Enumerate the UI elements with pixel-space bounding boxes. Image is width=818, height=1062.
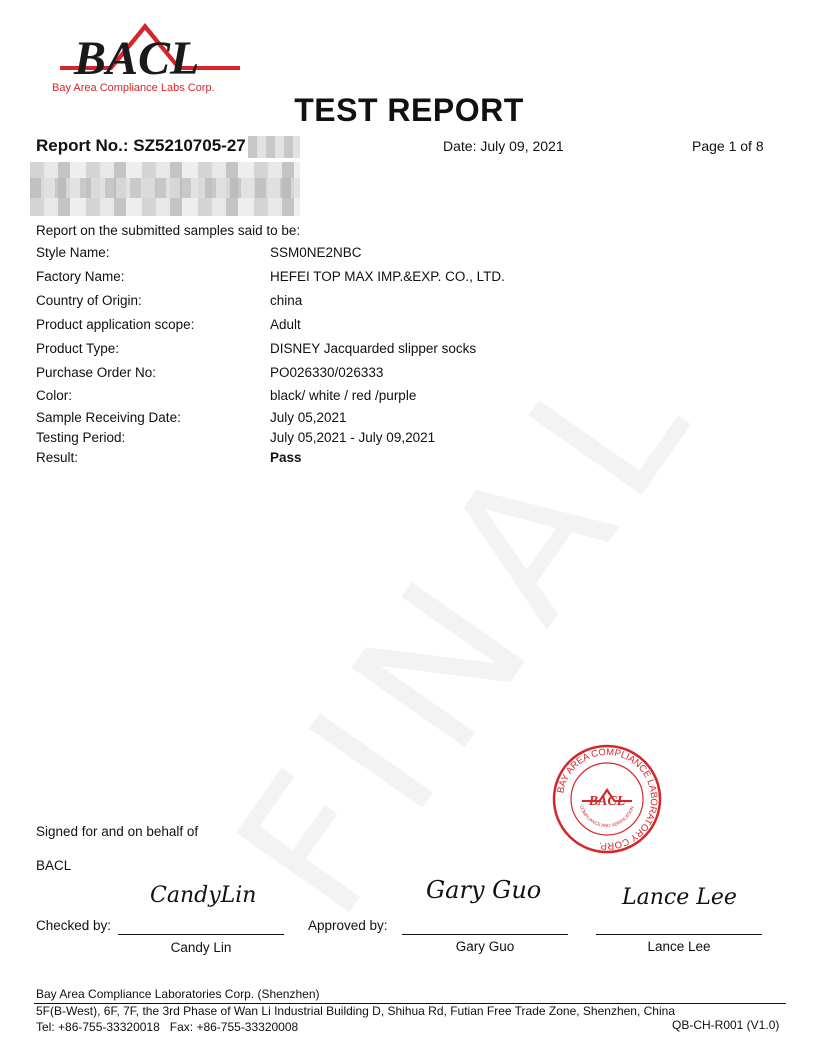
field-value: PO026330/026333	[270, 365, 384, 380]
result-value: Pass	[270, 450, 302, 465]
company-seal	[552, 744, 662, 854]
field-label: Factory Name:	[36, 269, 125, 284]
field-value: HEFEI TOP MAX IMP.&EXP. CO., LTD.	[270, 269, 505, 284]
approver-name: Gary Guo	[455, 939, 515, 954]
field-value: china	[270, 293, 303, 308]
third-signature-line	[596, 934, 762, 935]
signature-gary-guo	[424, 866, 554, 912]
field-value: July 05,2021 - July 09,2021	[270, 430, 436, 445]
field-label: Product application scope:	[36, 317, 195, 332]
field-value: black/ white / red /purple	[270, 388, 417, 403]
redaction-block	[248, 136, 300, 158]
field-value: SSM0NE2NBC	[270, 245, 362, 260]
final-watermark	[195, 308, 739, 954]
field-label: Product Type:	[36, 341, 120, 356]
svg-text:Lance Lee: Lance Lee	[622, 885, 737, 910]
bacl-logo	[50, 18, 250, 98]
seal-center: BACL	[588, 794, 626, 809]
footer-company: Bay Area Compliance Laboratories Corp. (Shenzhen)	[36, 987, 320, 1001]
svg-text:Gary Guo: Gary Guo	[426, 876, 542, 904]
org-name: BACL	[36, 858, 72, 873]
signed-for-text: Signed for and on behalf of	[36, 824, 199, 839]
field-label: Testing Period:	[36, 430, 126, 445]
seal-outer-text: BAY AREA COMPLIANCE LABORATORY CORP.	[555, 746, 660, 852]
signature-lance-lee	[620, 874, 740, 914]
field-label: Sample Receiving Date:	[36, 410, 181, 425]
field-label: Style Name:	[36, 245, 110, 260]
page-title: TEST REPORT	[294, 92, 524, 128]
checked-signature-line	[118, 934, 284, 935]
redaction-block	[30, 178, 300, 198]
checked-by-label: Checked by:	[36, 918, 112, 933]
third-signer-name: Lance Lee	[647, 939, 711, 954]
page-number: Page 1 of 8	[692, 138, 764, 154]
checker-name: Candy Lin	[170, 940, 232, 955]
form-code: QB-CH-R001 (V1.0)	[672, 1018, 780, 1032]
signature-candy-lin	[148, 872, 258, 912]
field-value: Adult	[270, 317, 301, 332]
approved-signature-line	[402, 934, 568, 935]
approved-by-label: Approved by:	[308, 918, 388, 933]
field-value: July 05,2021	[270, 410, 347, 425]
logo-brand: BACL	[74, 32, 200, 85]
footer-contact: Tel: +86-755-33320018 Fax: +86-755-33320008	[36, 1020, 299, 1034]
footer-address: 5F(B-West), 6F, 7F, the 3rd Phase of Wan Li Industrial Building D, Shihua Rd, Futian Free Trade Zone, Shenzhen, China	[36, 1004, 675, 1018]
svg-text:CandyLin: CandyLin	[150, 883, 257, 908]
logo-tagline: Bay Area Compliance Labs Corp.	[52, 82, 215, 94]
intro-text: Report on the submitted samples said to be:	[36, 223, 301, 238]
report-date: Date: July 09, 2021	[443, 138, 564, 154]
field-label: Country of Origin:	[36, 293, 142, 308]
seal-inner-text: COMPLIANCE AND VERIFICATION	[578, 804, 635, 829]
field-value: DISNEY Jacquarded slipper socks	[270, 341, 477, 356]
report-number: Report No.: SZ5210705-27	[36, 136, 246, 155]
field-label: Purchase Order No:	[36, 365, 157, 380]
field-label: Color:	[36, 388, 73, 403]
field-label: Result:	[36, 450, 79, 465]
